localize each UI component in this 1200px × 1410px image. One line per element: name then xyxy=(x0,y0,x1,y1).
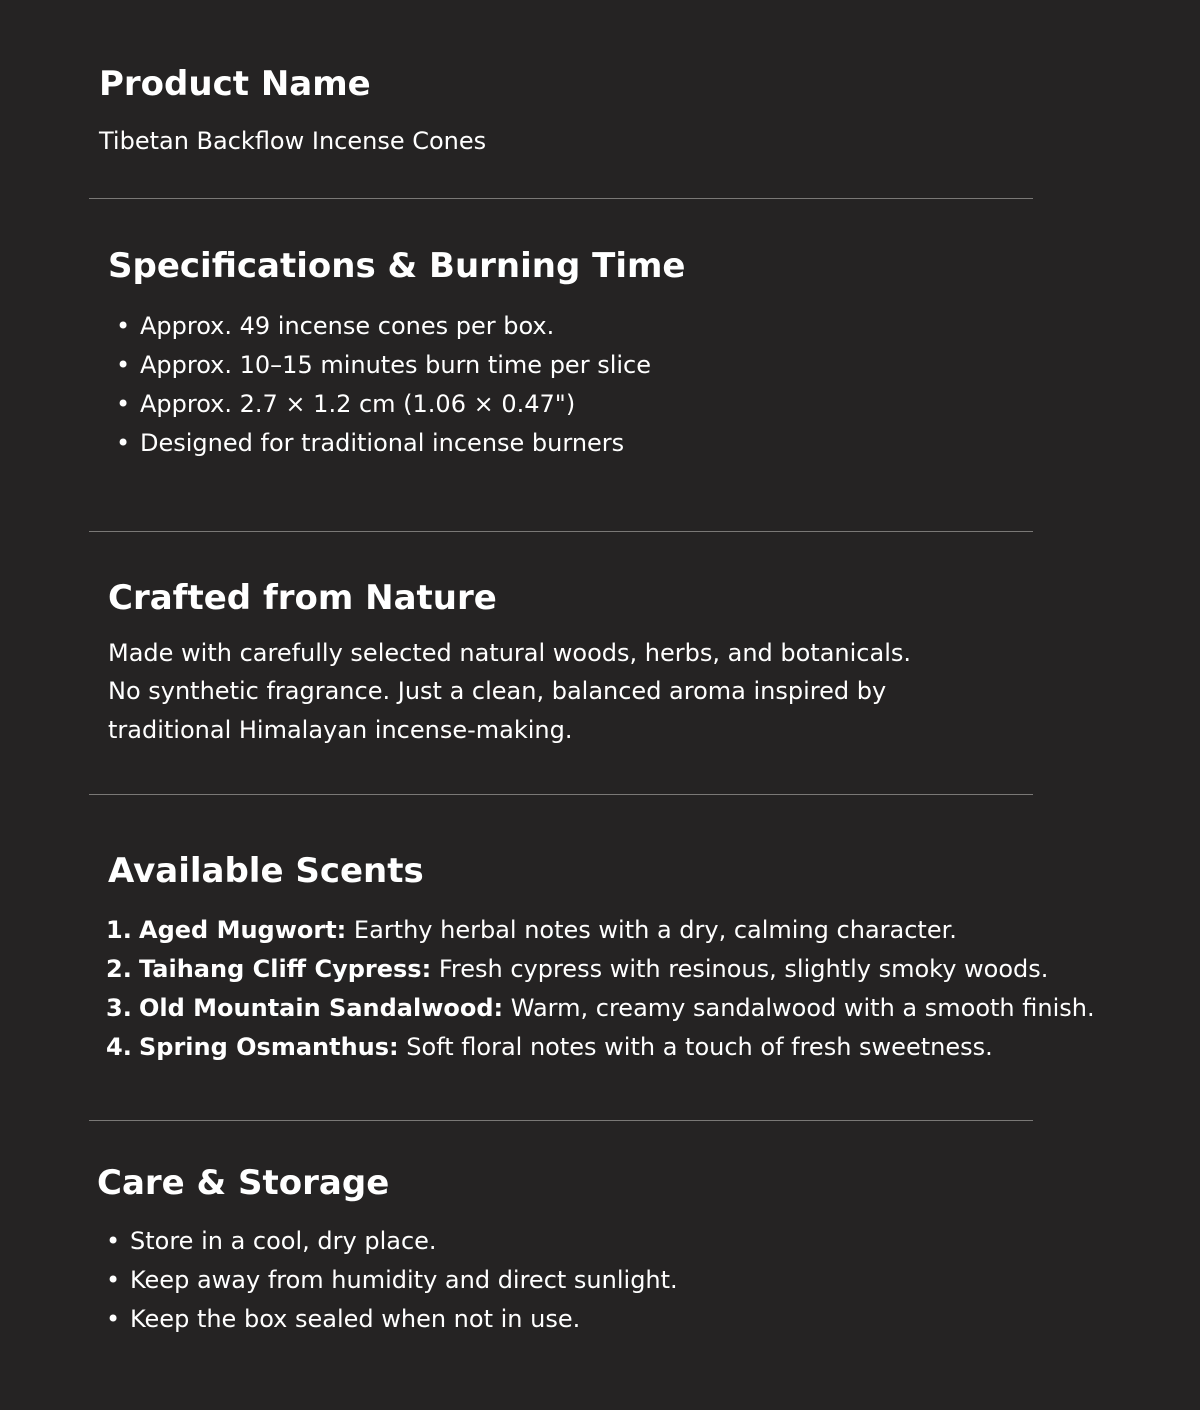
care-list xyxy=(106,1222,678,1339)
bullet-icon: • xyxy=(116,312,131,340)
product-name-value: Tibetan Backflow Incense Cones xyxy=(99,127,487,155)
scent-description: Earthy herbal notes with a dry, calming character. xyxy=(353,916,957,944)
scent-number: 2. xyxy=(106,955,132,983)
list-item: • Designed for traditional incense burners xyxy=(140,424,651,463)
scents-heading: Available Scents xyxy=(108,851,424,891)
scents-list xyxy=(106,911,1095,1067)
bullet-icon: • xyxy=(106,1266,121,1294)
bullet-icon: • xyxy=(116,429,131,457)
specs-list xyxy=(116,307,651,463)
scent-description: Warm, creamy sandalwood with a smooth finish. xyxy=(510,994,1095,1022)
scent-name: Old Mountain Sandalwood: xyxy=(139,994,504,1022)
crafted-line: Made with carefully selected natural woods, herbs, and botanicals. xyxy=(108,639,912,667)
scent-item xyxy=(106,911,1095,950)
bullet-icon: • xyxy=(116,390,131,418)
scent-number: 1. xyxy=(106,916,132,944)
product-name-heading: Product Name xyxy=(99,64,371,104)
scent-item xyxy=(106,989,1095,1028)
care-heading: Care & Storage xyxy=(97,1163,390,1203)
section-divider xyxy=(89,794,1033,795)
bullet-icon: • xyxy=(106,1227,121,1255)
crafted-line: No synthetic fragrance. Just a clean, balanced aroma inspired by xyxy=(108,677,887,705)
scent-item xyxy=(106,950,1095,989)
list-item: • Store in a cool, dry place. xyxy=(130,1222,678,1261)
scent-number: 4. xyxy=(106,1033,132,1061)
crafted-line: traditional Himalayan incense-making. xyxy=(108,716,573,744)
section-divider xyxy=(89,1120,1033,1121)
scent-name: Aged Mugwort: xyxy=(139,916,347,944)
scent-name: Spring Osmanthus: xyxy=(139,1033,399,1061)
list-item: • Approx. 49 incense cones per box. xyxy=(140,307,651,346)
list-item: • Approx. 10–15 minutes burn time per slice xyxy=(140,346,651,385)
scent-description: Fresh cypress with resinous, slightly smoky woods. xyxy=(438,955,1049,983)
scent-number: 3. xyxy=(106,994,132,1022)
bullet-icon: • xyxy=(116,351,131,379)
scent-name: Taihang Cliff Cypress: xyxy=(139,955,432,983)
scent-item xyxy=(106,1028,1095,1067)
list-item: • Keep away from humidity and direct sunlight. xyxy=(130,1261,678,1300)
specs-heading: Specifications & Burning Time xyxy=(108,246,686,286)
section-divider xyxy=(89,198,1033,199)
section-divider xyxy=(89,531,1033,532)
list-item: • Approx. 2.7 × 1.2 cm (1.06 × 0.47") xyxy=(140,385,651,424)
scent-description: Soft floral notes with a touch of fresh sweetness. xyxy=(406,1033,993,1061)
list-item: • Keep the box sealed when not in use. xyxy=(130,1300,678,1339)
bullet-icon: • xyxy=(106,1305,121,1333)
crafted-heading: Crafted from Nature xyxy=(108,578,497,618)
